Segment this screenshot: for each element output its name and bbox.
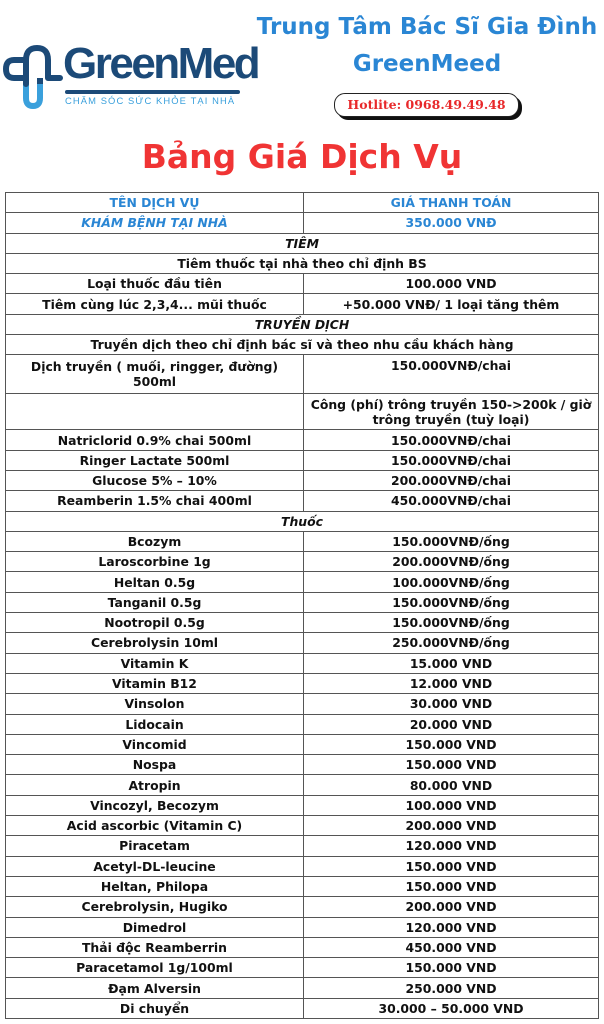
table-row [6,552,599,572]
service-name: Reamberin 1.5% chai 400ml [6,491,304,511]
service-name: Atropin [6,775,304,795]
logo-underline [65,90,240,94]
note-row-injection [6,253,599,273]
section-note-infusion: Truyền dịch theo chỉ định bác sĩ và theo nhu cầu khách hàng [6,335,599,355]
service-name: Cerebrolysin, Hugiko [6,897,304,917]
service-name: Vincomid [6,734,304,754]
table-row [6,816,599,836]
service-name: Natriclorid 0.9% chai 500ml [6,430,304,450]
service-price: 150.000VNĐ/chai [304,450,599,470]
service-price: 150.000VNĐ/chai [304,355,599,394]
heart-cross-icon [2,38,64,110]
hotline-badge[interactable]: Hotlite: 0968.49.49.48 [334,93,519,117]
table-row [6,633,599,653]
service-name: Bcozym [6,531,304,551]
logo-wordmark: GreenMed [63,39,259,88]
service-price: 450.000VNĐ/chai [304,491,599,511]
service-price: 150.000VNĐ/chai [304,430,599,450]
service-name: Heltan, Philopa [6,876,304,896]
table-row [6,653,599,673]
section-row-medicine [6,511,599,531]
service-name: Lidocain [6,714,304,734]
table-row [6,998,599,1018]
service-name: Acetyl-DL-leucine [6,856,304,876]
page-title: Bảng Giá Dịch Vụ [141,137,463,176]
service-name: Laroscorbine 1g [6,552,304,572]
table-row [6,856,599,876]
service-price: 150.000 VND [304,856,599,876]
section-note-injection: Tiêm thuốc tại nhà theo chỉ định BS [6,253,599,273]
service-price: 30.000 VND [304,694,599,714]
table-row [6,755,599,775]
service-name: Acid ascorbic (Vitamin C) [6,816,304,836]
table-row [6,694,599,714]
service-price: Công (phí) trông truyền 150->200k / giờ trông truyền (tuỳ loại) [304,394,599,430]
logo-tagline: CHĂM SÓC SỨC KHỎE TẠI NHÀ [65,95,236,106]
service-name: Glucose 5% – 10% [6,470,304,490]
medicine-rows [6,531,599,1018]
service-price: 30.000 – 50.000 VND [304,998,599,1018]
table-row [6,274,599,294]
service-name: Vitamin B12 [6,673,304,693]
table-row [6,294,599,314]
service-name: Đạm Alversin [6,978,304,998]
table-row [6,937,599,957]
service-name: Tiêm cùng lúc 2,3,4... mũi thuốc [6,294,304,314]
service-price: 200.000 VND [304,816,599,836]
table-row [6,491,599,511]
service-name: Cerebrolysin 10ml [6,633,304,653]
service-price: +50.000 VNĐ/ 1 loại tăng thêm [304,294,599,314]
table-row [6,450,599,470]
service-price: 250.000 VND [304,978,599,998]
table-row [6,613,599,633]
table-row-fluid [6,355,599,394]
section-title-infusion: TRUYỀN DỊCH [6,314,599,334]
table-row [6,572,599,592]
service-price: 100.000 VND [304,795,599,815]
service-price: 200.000VNĐ/ống [304,552,599,572]
service-name: Ringer Lactate 500ml [6,450,304,470]
service-name: Heltan 0.5g [6,572,304,592]
service-name: Tanganil 0.5g [6,592,304,612]
table-row [6,917,599,937]
table-row [6,836,599,856]
service-name: Piracetam [6,836,304,856]
table-row [6,592,599,612]
service-price: 20.000 VND [304,714,599,734]
service-name: KHÁM BỆNH TẠI NHÀ [6,213,304,233]
section-title-injection: TIÊM [6,233,599,253]
service-name: Nootropil 0.5g [6,613,304,633]
table-row-home-visit [6,213,599,233]
service-price: 450.000 VND [304,937,599,957]
table-row [6,430,599,450]
greenmed-logo [2,38,259,110]
note-row-infusion [6,335,599,355]
service-price: 150.000 VND [304,755,599,775]
column-header-price: GIÁ THANH TOÁN [304,193,599,213]
service-price: 150.000VNĐ/ống [304,531,599,551]
table-row [6,734,599,754]
service-name: Vinsolon [6,694,304,714]
service-price: 150.000VNĐ/ống [304,613,599,633]
service-price: 100.000 VND [304,274,599,294]
table-row-monitoring [6,394,599,430]
service-price: 80.000 VND [304,775,599,795]
service-name: Vitamin K [6,653,304,673]
section-row-infusion [6,314,599,334]
table-row [6,897,599,917]
table-row [6,876,599,896]
table-header-row [6,193,599,213]
service-price: 120.000 VND [304,917,599,937]
service-price: 350.000 VNĐ [304,213,599,233]
service-price: 200.000 VND [304,897,599,917]
service-name: Di chuyển [6,998,304,1018]
table-row [6,673,599,693]
service-name [6,394,304,430]
service-name: Paracetamol 1g/100ml [6,958,304,978]
service-price: 120.000 VND [304,836,599,856]
service-name: Dịch truyền ( muối, ringger, đường) 500ml [6,355,304,394]
table-row [6,795,599,815]
center-title-line2: GreenMeed [352,51,502,77]
table-row [6,978,599,998]
service-name: Dimedrol [6,917,304,937]
service-name: Thải độc Reamberrin [6,937,304,957]
table-row [6,775,599,795]
section-title-medicine: Thuốc [6,511,599,531]
table-row [6,958,599,978]
service-price: 100.000VNĐ/ống [304,572,599,592]
table-row [6,714,599,734]
service-price: 150.000VNĐ/ống [304,592,599,612]
service-price: 15.000 VND [304,653,599,673]
table-row [6,531,599,551]
service-price: 200.000VNĐ/chai [304,470,599,490]
service-price: 150.000 VND [304,876,599,896]
infusion-rows [6,430,599,511]
service-name: Loại thuốc đầu tiên [6,274,304,294]
table-row [6,470,599,490]
price-table [5,192,599,1019]
service-price: 150.000 VND [304,734,599,754]
center-title-line1: Trung Tâm Bác Sĩ Gia Đình [256,14,598,40]
section-row-injection [6,233,599,253]
service-name: Nospa [6,755,304,775]
service-price: 12.000 VND [304,673,599,693]
column-header-service: TÊN DỊCH VỤ [6,193,304,213]
service-price: 150.000 VND [304,958,599,978]
service-name: Vincozyl, Becozym [6,795,304,815]
service-price: 250.000VNĐ/ống [304,633,599,653]
